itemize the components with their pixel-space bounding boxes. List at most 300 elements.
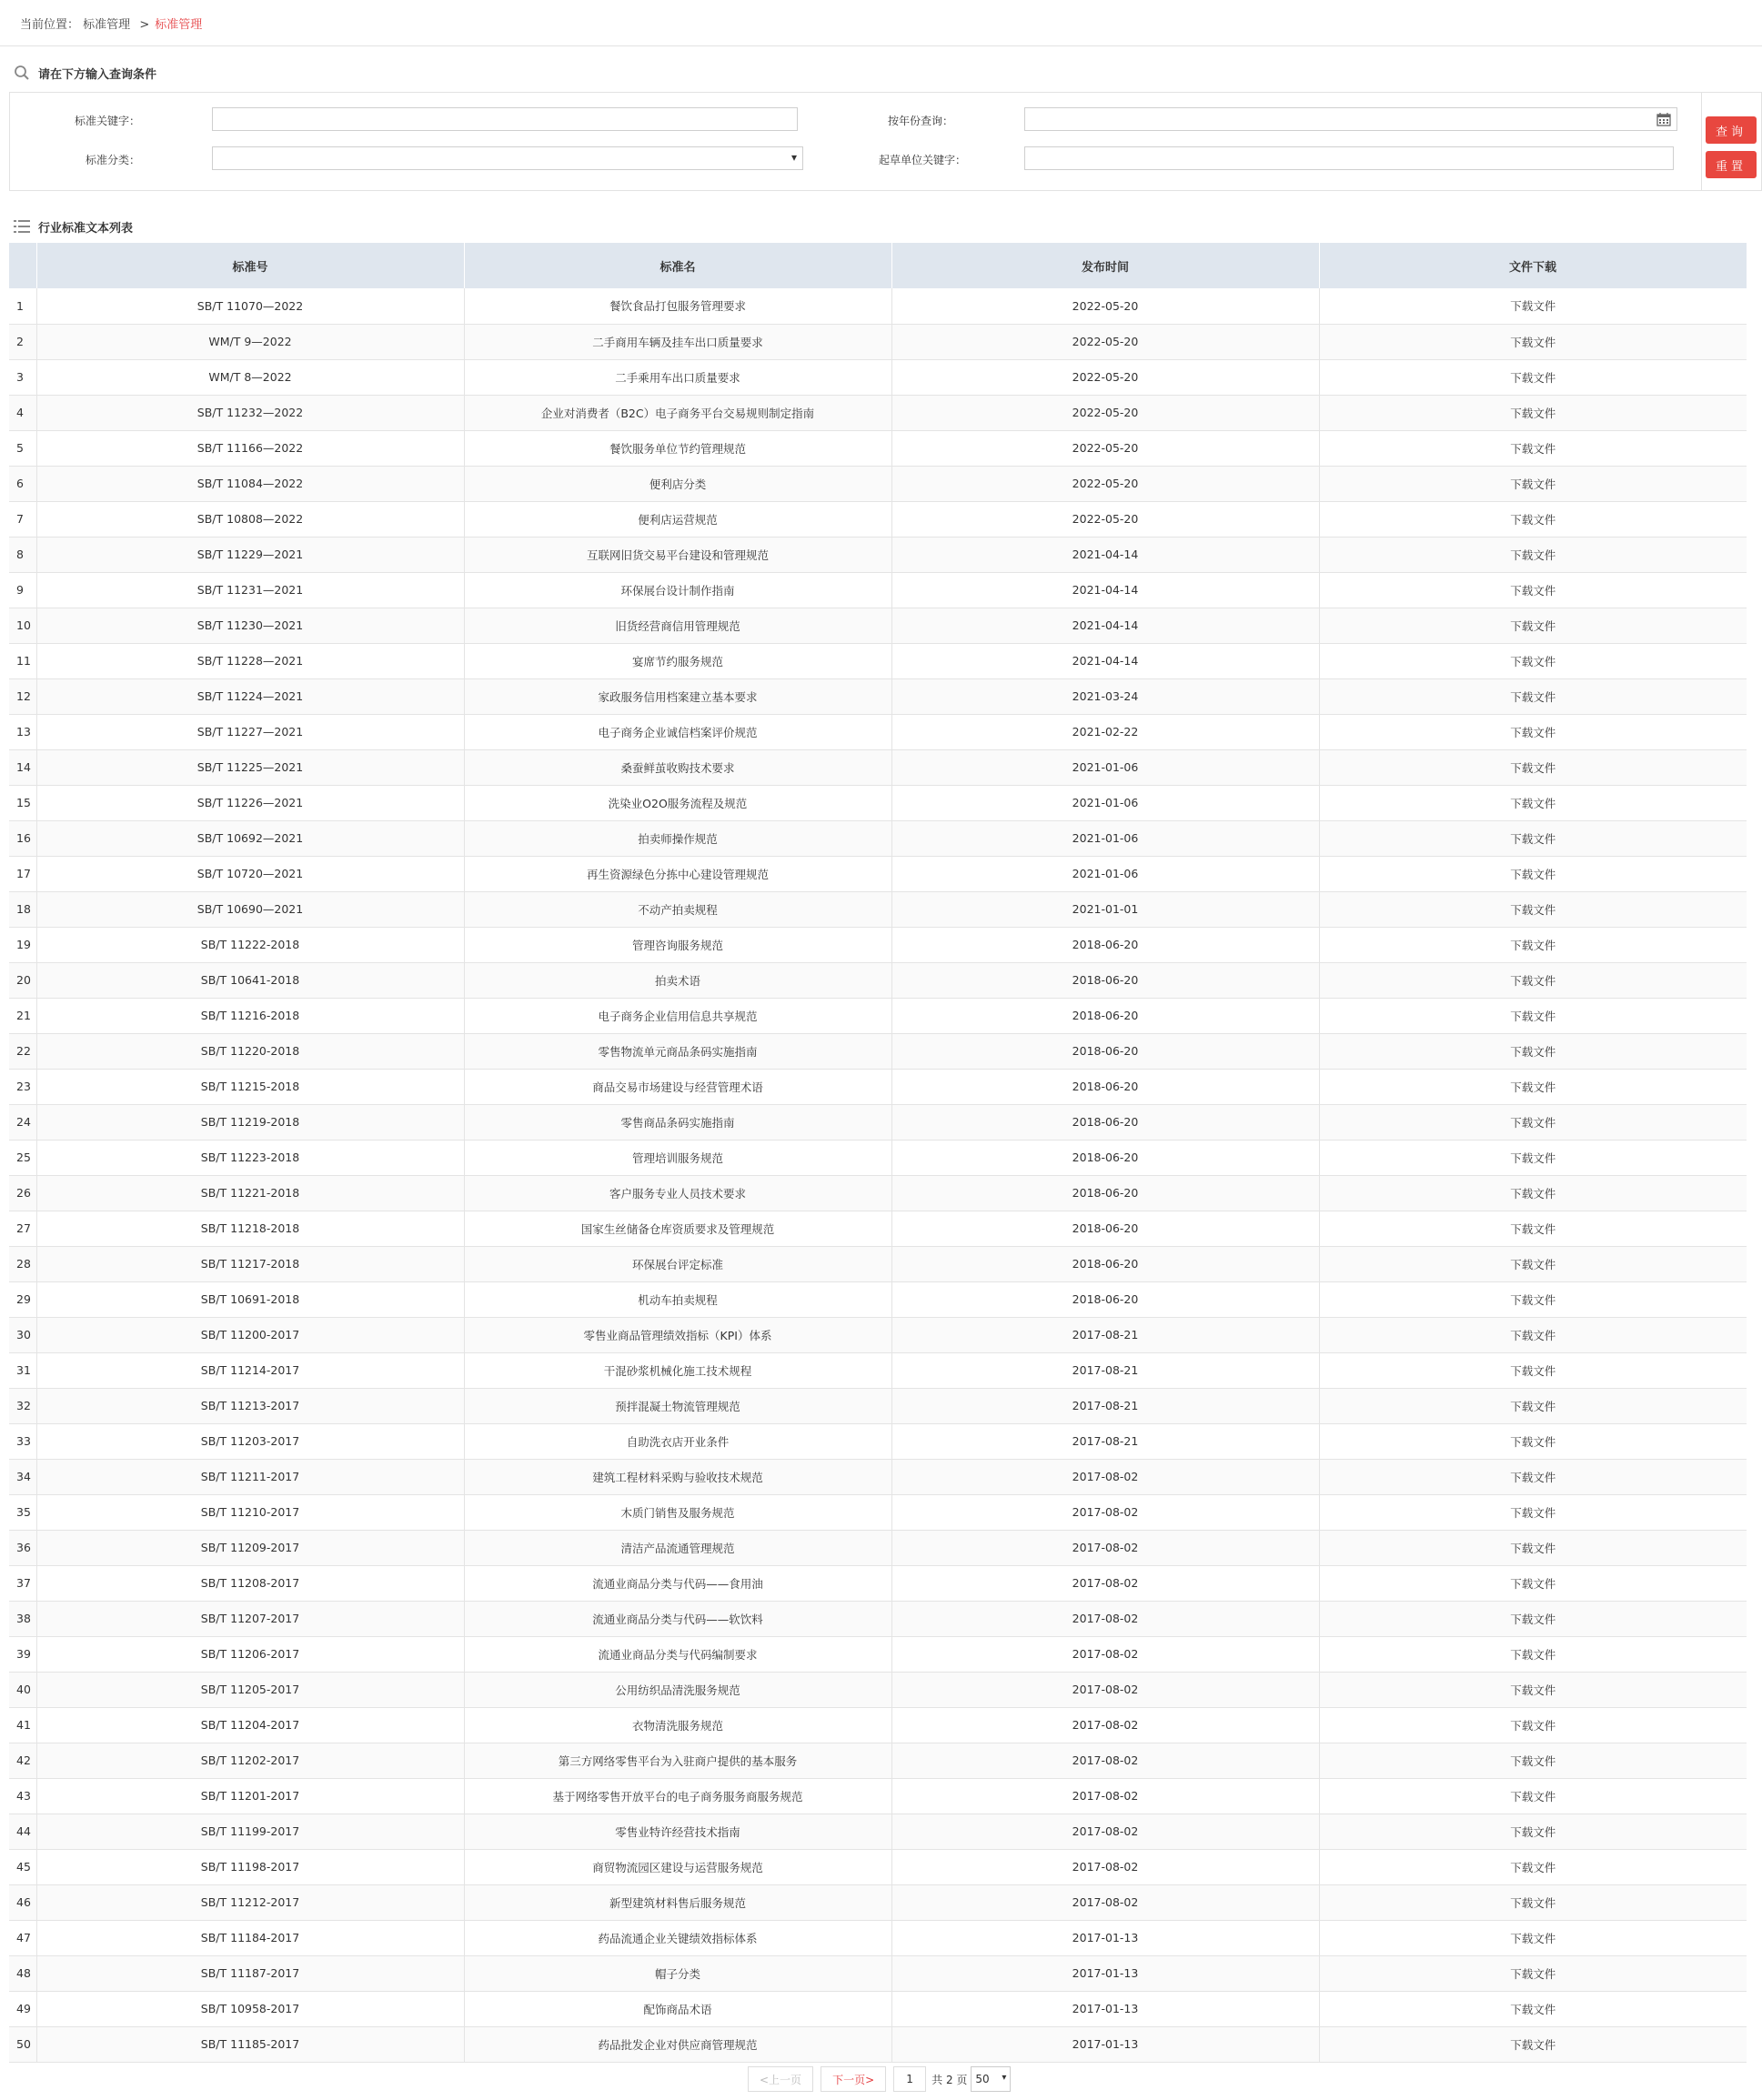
download-file-link[interactable]: 下载文件 bbox=[1510, 760, 1556, 775]
table-row bbox=[9, 1281, 1747, 1317]
download-file-link[interactable]: 下载文件 bbox=[1510, 725, 1556, 739]
download-file-link[interactable]: 下载文件 bbox=[1510, 973, 1556, 988]
year-input[interactable] bbox=[1024, 107, 1677, 131]
table-row bbox=[9, 927, 1747, 962]
publish-date: 2018-06-20 bbox=[891, 1069, 1319, 1104]
list-title-text: 行业标准文本列表 bbox=[38, 221, 134, 236]
download-file-link[interactable]: 下载文件 bbox=[1510, 1328, 1556, 1342]
row-index: 42 bbox=[9, 1743, 36, 1778]
publish-date: 2017-08-02 bbox=[891, 1459, 1319, 1494]
breadcrumb-parent[interactable]: 标准管理 bbox=[83, 18, 131, 32]
row-index: 40 bbox=[9, 1672, 36, 1707]
drafter-input[interactable] bbox=[1024, 146, 1674, 170]
download-cell bbox=[1319, 678, 1747, 714]
download-cell bbox=[1319, 1069, 1747, 1104]
page-size-select[interactable] bbox=[971, 2066, 1011, 2092]
table-row bbox=[9, 288, 1747, 324]
download-cell bbox=[1319, 1033, 1747, 1069]
keyword-label: 标准关键字： bbox=[74, 115, 140, 127]
publish-date: 2017-01-13 bbox=[891, 2026, 1319, 2062]
table-row bbox=[9, 1849, 1747, 1884]
download-file-link[interactable]: 下载文件 bbox=[1510, 1683, 1556, 1697]
publish-date: 2017-08-02 bbox=[891, 1849, 1319, 1884]
download-file-link[interactable]: 下载文件 bbox=[1510, 1895, 1556, 1910]
row-index: 2 bbox=[9, 324, 36, 359]
standard-name: 电子商务企业信用信息共享规范 bbox=[464, 998, 891, 1033]
download-cell bbox=[1319, 324, 1747, 359]
row-index: 7 bbox=[9, 501, 36, 537]
row-index: 39 bbox=[9, 1636, 36, 1672]
list-section-title bbox=[13, 217, 133, 236]
row-index: 22 bbox=[9, 1033, 36, 1069]
publish-date: 2018-06-20 bbox=[891, 1211, 1319, 1246]
download-file-link[interactable]: 下载文件 bbox=[1510, 796, 1556, 810]
standard-number: SB/T 11221-2018 bbox=[36, 1175, 464, 1211]
download-cell bbox=[1319, 1281, 1747, 1317]
standard-number: SB/T 11220-2018 bbox=[36, 1033, 464, 1069]
standard-number: SB/T 10641-2018 bbox=[36, 962, 464, 998]
download-cell bbox=[1319, 1352, 1747, 1388]
standard-number: SB/T 10691-2018 bbox=[36, 1281, 464, 1317]
download-file-link[interactable]: 下载文件 bbox=[1510, 1470, 1556, 1484]
total-pages-label: 共 2 页 bbox=[931, 2073, 968, 2086]
standard-number: SB/T 11202-2017 bbox=[36, 1743, 464, 1778]
standards-table bbox=[9, 243, 1747, 2063]
row-index: 38 bbox=[9, 1601, 36, 1636]
table-row bbox=[9, 608, 1747, 643]
download-cell bbox=[1319, 927, 1747, 962]
prev-page-button[interactable]: <上一页 bbox=[748, 2066, 813, 2092]
download-cell bbox=[1319, 1494, 1747, 1530]
standard-name: 药品批发企业对供应商管理规范 bbox=[464, 2026, 891, 2062]
download-cell bbox=[1319, 643, 1747, 678]
download-file-link[interactable]: 下载文件 bbox=[1510, 335, 1556, 349]
publish-date: 2017-08-02 bbox=[891, 1636, 1319, 1672]
query-section-title bbox=[13, 64, 156, 82]
row-index: 27 bbox=[9, 1211, 36, 1246]
chevron-down-icon: ▾ bbox=[1002, 2073, 1007, 2083]
table-row bbox=[9, 1672, 1747, 1707]
breadcrumb bbox=[0, 0, 1762, 46]
standard-name: 餐饮服务单位节约管理规范 bbox=[464, 430, 891, 466]
publish-date: 2017-08-21 bbox=[891, 1423, 1319, 1459]
standard-name: 互联网旧货交易平台建设和管理规范 bbox=[464, 537, 891, 572]
row-index: 6 bbox=[9, 466, 36, 501]
publish-date: 2018-06-20 bbox=[891, 1175, 1319, 1211]
standard-name: 零售业特许经营技术指南 bbox=[464, 1814, 891, 1849]
download-file-link[interactable]: 下载文件 bbox=[1510, 1399, 1556, 1413]
standard-name: 零售业商品管理绩效指标（KPI）体系 bbox=[464, 1317, 891, 1352]
table-row bbox=[9, 1317, 1747, 1352]
table-row bbox=[9, 1033, 1747, 1069]
download-cell bbox=[1319, 714, 1747, 749]
download-file-link[interactable]: 下载文件 bbox=[1510, 689, 1556, 704]
table-row bbox=[9, 572, 1747, 608]
download-file-link[interactable]: 下载文件 bbox=[1510, 1257, 1556, 1271]
table-row bbox=[9, 395, 1747, 430]
download-file-link[interactable]: 下载文件 bbox=[1510, 1612, 1556, 1626]
publish-date: 2021-02-22 bbox=[891, 714, 1319, 749]
download-file-link[interactable]: 下载文件 bbox=[1510, 1860, 1556, 1874]
standard-number: SB/T 11199-2017 bbox=[36, 1814, 464, 1849]
download-cell bbox=[1319, 1211, 1747, 1246]
publish-date: 2021-04-14 bbox=[891, 537, 1319, 572]
standard-number: SB/T 11206-2017 bbox=[36, 1636, 464, 1672]
breadcrumb-prefix: 当前位置： bbox=[20, 18, 80, 32]
standard-name: 药品流通企业关键绩效指标体系 bbox=[464, 1920, 891, 1955]
publish-date: 2021-03-24 bbox=[891, 678, 1319, 714]
standard-number: SB/T 11224—2021 bbox=[36, 678, 464, 714]
standard-name: 环保展台评定标准 bbox=[464, 1246, 891, 1281]
standard-number: SB/T 11166—2022 bbox=[36, 430, 464, 466]
download-cell bbox=[1319, 430, 1747, 466]
table-row bbox=[9, 1814, 1747, 1849]
standard-name: 机动车拍卖规程 bbox=[464, 1281, 891, 1317]
publish-date: 2017-08-02 bbox=[891, 1814, 1319, 1849]
publish-date: 2017-01-13 bbox=[891, 1920, 1319, 1955]
standard-number: SB/T 11229—2021 bbox=[36, 537, 464, 572]
keyword-input[interactable] bbox=[212, 107, 798, 131]
search-button[interactable]: 查询 bbox=[1706, 116, 1757, 144]
standard-number: SB/T 11214-2017 bbox=[36, 1352, 464, 1388]
standard-number: SB/T 10808—2022 bbox=[36, 501, 464, 537]
standard-name: 旧货经营商信用管理规范 bbox=[464, 608, 891, 643]
standard-number: SB/T 11198-2017 bbox=[36, 1849, 464, 1884]
download-file-link[interactable]: 下载文件 bbox=[1510, 1009, 1556, 1023]
standard-name: 基于网络零售开放平台的电子商务服务商服务规范 bbox=[464, 1778, 891, 1814]
download-cell bbox=[1319, 1707, 1747, 1743]
download-file-link[interactable]: 下载文件 bbox=[1510, 583, 1556, 598]
download-file-link[interactable]: 下载文件 bbox=[1510, 477, 1556, 491]
download-cell bbox=[1319, 1778, 1747, 1814]
row-index: 44 bbox=[9, 1814, 36, 1849]
publish-date: 2022-05-20 bbox=[891, 430, 1319, 466]
download-file-link[interactable]: 下载文件 bbox=[1510, 548, 1556, 562]
row-index: 18 bbox=[9, 891, 36, 927]
standard-number: SB/T 11228—2021 bbox=[36, 643, 464, 678]
row-index: 24 bbox=[9, 1104, 36, 1140]
table-row bbox=[9, 962, 1747, 998]
download-cell bbox=[1319, 1317, 1747, 1352]
standard-number: SB/T 11230—2021 bbox=[36, 608, 464, 643]
standard-name: 帽子分类 bbox=[464, 1955, 891, 1991]
download-file-link[interactable]: 下载文件 bbox=[1510, 1718, 1556, 1733]
standard-number: SB/T 11226—2021 bbox=[36, 785, 464, 820]
table-header-row bbox=[9, 243, 1747, 288]
publish-date: 2017-08-02 bbox=[891, 1494, 1319, 1530]
column-header-name: 标准名 bbox=[464, 243, 891, 288]
publish-date: 2021-01-06 bbox=[891, 785, 1319, 820]
table-row bbox=[9, 1459, 1747, 1494]
download-file-link[interactable]: 下载文件 bbox=[1510, 1647, 1556, 1662]
standard-name: 国家生丝储备仓库资质要求及管理规范 bbox=[464, 1211, 891, 1246]
standard-number: SB/T 11200-2017 bbox=[36, 1317, 464, 1352]
year-label: 按年份查询： bbox=[887, 115, 953, 127]
download-file-link[interactable]: 下载文件 bbox=[1510, 831, 1556, 846]
standard-number: SB/T 11201-2017 bbox=[36, 1778, 464, 1814]
download-file-link[interactable]: 下载文件 bbox=[1510, 1966, 1556, 1981]
download-file-link[interactable]: 下载文件 bbox=[1510, 867, 1556, 881]
row-index: 14 bbox=[9, 749, 36, 785]
download-cell bbox=[1319, 1423, 1747, 1459]
row-index: 43 bbox=[9, 1778, 36, 1814]
table-row bbox=[9, 749, 1747, 785]
standard-name: 再生资源绿色分拣中心建设管理规范 bbox=[464, 856, 891, 891]
standard-name: 木质门销售及服务规范 bbox=[464, 1494, 891, 1530]
standard-name: 干混砂浆机械化施工技术规程 bbox=[464, 1352, 891, 1388]
table-row bbox=[9, 820, 1747, 856]
table-row bbox=[9, 1246, 1747, 1281]
standard-name: 流通业商品分类与代码——食用油 bbox=[464, 1565, 891, 1601]
row-index: 35 bbox=[9, 1494, 36, 1530]
standard-name: 商贸物流园区建设与运营服务规范 bbox=[464, 1849, 891, 1884]
standard-number: SB/T 11205-2017 bbox=[36, 1672, 464, 1707]
download-cell bbox=[1319, 1530, 1747, 1565]
page-number-input[interactable]: 1 bbox=[893, 2066, 926, 2092]
table-row bbox=[9, 1211, 1747, 1246]
download-file-link[interactable]: 下载文件 bbox=[1510, 1363, 1556, 1378]
download-cell bbox=[1319, 1849, 1747, 1884]
standard-number: SB/T 11215-2018 bbox=[36, 1069, 464, 1104]
table-row bbox=[9, 430, 1747, 466]
standard-name: 家政服务信用档案建立基本要求 bbox=[464, 678, 891, 714]
table-row bbox=[9, 324, 1747, 359]
row-index: 20 bbox=[9, 962, 36, 998]
standard-number: SB/T 11204-2017 bbox=[36, 1707, 464, 1743]
table-row bbox=[9, 1104, 1747, 1140]
download-file-link[interactable]: 下载文件 bbox=[1510, 2037, 1556, 2052]
publish-date: 2018-06-20 bbox=[891, 998, 1319, 1033]
standard-number: SB/T 11232—2022 bbox=[36, 395, 464, 430]
publish-date: 2018-06-20 bbox=[891, 1033, 1319, 1069]
download-file-link[interactable]: 下载文件 bbox=[1510, 1044, 1556, 1059]
table-row bbox=[9, 1140, 1747, 1175]
search-icon bbox=[13, 64, 31, 82]
row-index: 23 bbox=[9, 1069, 36, 1104]
download-file-link[interactable]: 下载文件 bbox=[1510, 299, 1556, 314]
download-cell bbox=[1319, 962, 1747, 998]
download-cell bbox=[1319, 1884, 1747, 1920]
table-row bbox=[9, 359, 1747, 395]
standard-number: SB/T 11222-2018 bbox=[36, 927, 464, 962]
download-cell bbox=[1319, 1955, 1747, 1991]
publish-date: 2018-06-20 bbox=[891, 1281, 1319, 1317]
standard-name: 便利店分类 bbox=[464, 466, 891, 501]
standard-number: SB/T 11070—2022 bbox=[36, 288, 464, 324]
list-icon bbox=[13, 217, 31, 236]
standard-name: 餐饮食品打包服务管理要求 bbox=[464, 288, 891, 324]
table-row bbox=[9, 2026, 1747, 2062]
standard-number: SB/T 11218-2018 bbox=[36, 1211, 464, 1246]
breadcrumb-separator: > bbox=[139, 18, 150, 32]
download-file-link[interactable]: 下载文件 bbox=[1510, 512, 1556, 527]
publish-date: 2021-04-14 bbox=[891, 572, 1319, 608]
column-header-download: 文件下载 bbox=[1319, 243, 1747, 288]
row-index: 8 bbox=[9, 537, 36, 572]
publish-date: 2022-05-20 bbox=[891, 395, 1319, 430]
standard-number: SB/T 11207-2017 bbox=[36, 1601, 464, 1636]
category-select[interactable] bbox=[212, 146, 803, 170]
publish-date: 2018-06-20 bbox=[891, 1246, 1319, 1281]
row-index: 21 bbox=[9, 998, 36, 1033]
standard-number: SB/T 11231—2021 bbox=[36, 572, 464, 608]
standard-name: 二手商用车辆及挂车出口质量要求 bbox=[464, 324, 891, 359]
breadcrumb-current[interactable]: 标准管理 bbox=[155, 18, 203, 32]
download-cell bbox=[1319, 1636, 1747, 1672]
download-file-link[interactable]: 下载文件 bbox=[1510, 938, 1556, 952]
download-file-link[interactable]: 下载文件 bbox=[1510, 1505, 1556, 1520]
publish-date: 2021-04-14 bbox=[891, 608, 1319, 643]
download-file-link[interactable]: 下载文件 bbox=[1510, 654, 1556, 668]
row-index: 37 bbox=[9, 1565, 36, 1601]
table-row bbox=[9, 1352, 1747, 1388]
download-file-link[interactable]: 下载文件 bbox=[1510, 1789, 1556, 1804]
calendar-icon[interactable] bbox=[1656, 112, 1671, 126]
row-index: 48 bbox=[9, 1955, 36, 1991]
publish-date: 2017-08-21 bbox=[891, 1317, 1319, 1352]
standard-name: 预拌混凝土物流管理规范 bbox=[464, 1388, 891, 1423]
row-index: 11 bbox=[9, 643, 36, 678]
publish-date: 2017-08-21 bbox=[891, 1388, 1319, 1423]
reset-button[interactable]: 重置 bbox=[1706, 151, 1757, 178]
row-index: 3 bbox=[9, 359, 36, 395]
publish-date: 2017-08-02 bbox=[891, 1743, 1319, 1778]
standard-number: SB/T 11225—2021 bbox=[36, 749, 464, 785]
download-file-link[interactable]: 下载文件 bbox=[1510, 1150, 1556, 1165]
standard-number: SB/T 11213-2017 bbox=[36, 1388, 464, 1423]
standard-name: 企业对消费者（B2C）电子商务平台交易规则制定指南 bbox=[464, 395, 891, 430]
standard-name: 零售商品条码实施指南 bbox=[464, 1104, 891, 1140]
download-file-link[interactable]: 下载文件 bbox=[1510, 1080, 1556, 1094]
publish-date: 2018-06-20 bbox=[891, 927, 1319, 962]
download-file-link[interactable]: 下载文件 bbox=[1510, 1221, 1556, 1236]
standard-name: 客户服务专业人员技术要求 bbox=[464, 1175, 891, 1211]
download-file-link[interactable]: 下载文件 bbox=[1510, 370, 1556, 385]
download-file-link[interactable]: 下载文件 bbox=[1510, 618, 1556, 633]
standard-name: 流通业商品分类与代码编制要求 bbox=[464, 1636, 891, 1672]
publish-date: 2017-08-02 bbox=[891, 1884, 1319, 1920]
table-body bbox=[9, 288, 1747, 2062]
publish-date: 2021-01-06 bbox=[891, 749, 1319, 785]
standard-number: SB/T 11219-2018 bbox=[36, 1104, 464, 1140]
download-file-link[interactable]: 下载文件 bbox=[1510, 441, 1556, 456]
row-index: 41 bbox=[9, 1707, 36, 1743]
publish-date: 2017-01-13 bbox=[891, 1955, 1319, 1991]
standard-name: 电子商务企业诚信档案评价规范 bbox=[464, 714, 891, 749]
row-index: 28 bbox=[9, 1246, 36, 1281]
page-size-value: 50 bbox=[975, 2073, 990, 2085]
download-file-link[interactable]: 下载文件 bbox=[1510, 1824, 1556, 1839]
row-index: 34 bbox=[9, 1459, 36, 1494]
download-file-link[interactable]: 下载文件 bbox=[1510, 1931, 1556, 1945]
download-file-link[interactable]: 下载文件 bbox=[1510, 902, 1556, 917]
standard-number: SB/T 10690—2021 bbox=[36, 891, 464, 927]
standard-name: 管理培训服务规范 bbox=[464, 1140, 891, 1175]
row-index: 45 bbox=[9, 1849, 36, 1884]
download-cell bbox=[1319, 395, 1747, 430]
download-file-link[interactable]: 下载文件 bbox=[1510, 2002, 1556, 2016]
publish-date: 2021-01-06 bbox=[891, 820, 1319, 856]
download-cell bbox=[1319, 1920, 1747, 1955]
publish-date: 2018-06-20 bbox=[891, 962, 1319, 998]
table-row bbox=[9, 1955, 1747, 1991]
standard-number: SB/T 11223-2018 bbox=[36, 1140, 464, 1175]
publish-date: 2021-01-06 bbox=[891, 856, 1319, 891]
standard-name: 桑蚕鲜茧收购技术要求 bbox=[464, 749, 891, 785]
row-index: 19 bbox=[9, 927, 36, 962]
download-file-link[interactable]: 下载文件 bbox=[1510, 1541, 1556, 1555]
download-cell bbox=[1319, 785, 1747, 820]
row-index: 1 bbox=[9, 288, 36, 324]
publish-date: 2017-08-02 bbox=[891, 1672, 1319, 1707]
next-page-button[interactable]: 下一页> bbox=[821, 2066, 886, 2092]
standard-number: SB/T 10720—2021 bbox=[36, 856, 464, 891]
download-cell bbox=[1319, 2026, 1747, 2062]
table-row bbox=[9, 891, 1747, 927]
standard-name: 拍卖术语 bbox=[464, 962, 891, 998]
download-file-link[interactable]: 下载文件 bbox=[1510, 1753, 1556, 1768]
standard-number: WM/T 9—2022 bbox=[36, 324, 464, 359]
publish-date: 2017-08-02 bbox=[891, 1530, 1319, 1565]
download-file-link[interactable]: 下载文件 bbox=[1510, 1186, 1556, 1201]
download-cell bbox=[1319, 1459, 1747, 1494]
download-file-link[interactable]: 下载文件 bbox=[1510, 1576, 1556, 1591]
download-cell bbox=[1319, 1175, 1747, 1211]
standard-number: SB/T 11184-2017 bbox=[36, 1920, 464, 1955]
download-cell bbox=[1319, 466, 1747, 501]
download-cell bbox=[1319, 501, 1747, 537]
row-index: 26 bbox=[9, 1175, 36, 1211]
table-row bbox=[9, 1778, 1747, 1814]
publish-date: 2022-05-20 bbox=[891, 466, 1319, 501]
row-index: 49 bbox=[9, 1991, 36, 2026]
row-index: 31 bbox=[9, 1352, 36, 1388]
standard-name: 零售物流单元商品条码实施指南 bbox=[464, 1033, 891, 1069]
row-index: 46 bbox=[9, 1884, 36, 1920]
standard-name: 第三方网络零售平台为入驻商户提供的基本服务 bbox=[464, 1743, 891, 1778]
download-file-link[interactable]: 下载文件 bbox=[1510, 1292, 1556, 1307]
download-cell bbox=[1319, 856, 1747, 891]
publish-date: 2022-05-20 bbox=[891, 359, 1319, 395]
row-index: 47 bbox=[9, 1920, 36, 1955]
download-file-link[interactable]: 下载文件 bbox=[1510, 1115, 1556, 1130]
row-index: 30 bbox=[9, 1317, 36, 1352]
column-header-index bbox=[9, 243, 36, 288]
download-file-link[interactable]: 下载文件 bbox=[1510, 1434, 1556, 1449]
standard-name: 清洁产品流通管理规范 bbox=[464, 1530, 891, 1565]
publish-date: 2017-08-02 bbox=[891, 1778, 1319, 1814]
row-index: 29 bbox=[9, 1281, 36, 1317]
publish-date: 2021-04-14 bbox=[891, 643, 1319, 678]
download-cell bbox=[1319, 998, 1747, 1033]
publish-date: 2017-08-02 bbox=[891, 1707, 1319, 1743]
standard-name: 自助洗衣店开业条件 bbox=[464, 1423, 891, 1459]
download-cell bbox=[1319, 1743, 1747, 1778]
row-index: 50 bbox=[9, 2026, 36, 2062]
row-index: 9 bbox=[9, 572, 36, 608]
download-cell bbox=[1319, 288, 1747, 324]
table-row bbox=[9, 1601, 1747, 1636]
standard-number: SB/T 11210-2017 bbox=[36, 1494, 464, 1530]
standard-name: 建筑工程材料采购与验收技术规范 bbox=[464, 1459, 891, 1494]
download-cell bbox=[1319, 891, 1747, 927]
table-row bbox=[9, 1920, 1747, 1955]
publish-date: 2018-06-20 bbox=[891, 1104, 1319, 1140]
publish-date: 2017-01-13 bbox=[891, 1991, 1319, 2026]
table-row bbox=[9, 1743, 1747, 1778]
standard-number: SB/T 10958-2017 bbox=[36, 1991, 464, 2026]
download-file-link[interactable]: 下载文件 bbox=[1510, 406, 1556, 420]
